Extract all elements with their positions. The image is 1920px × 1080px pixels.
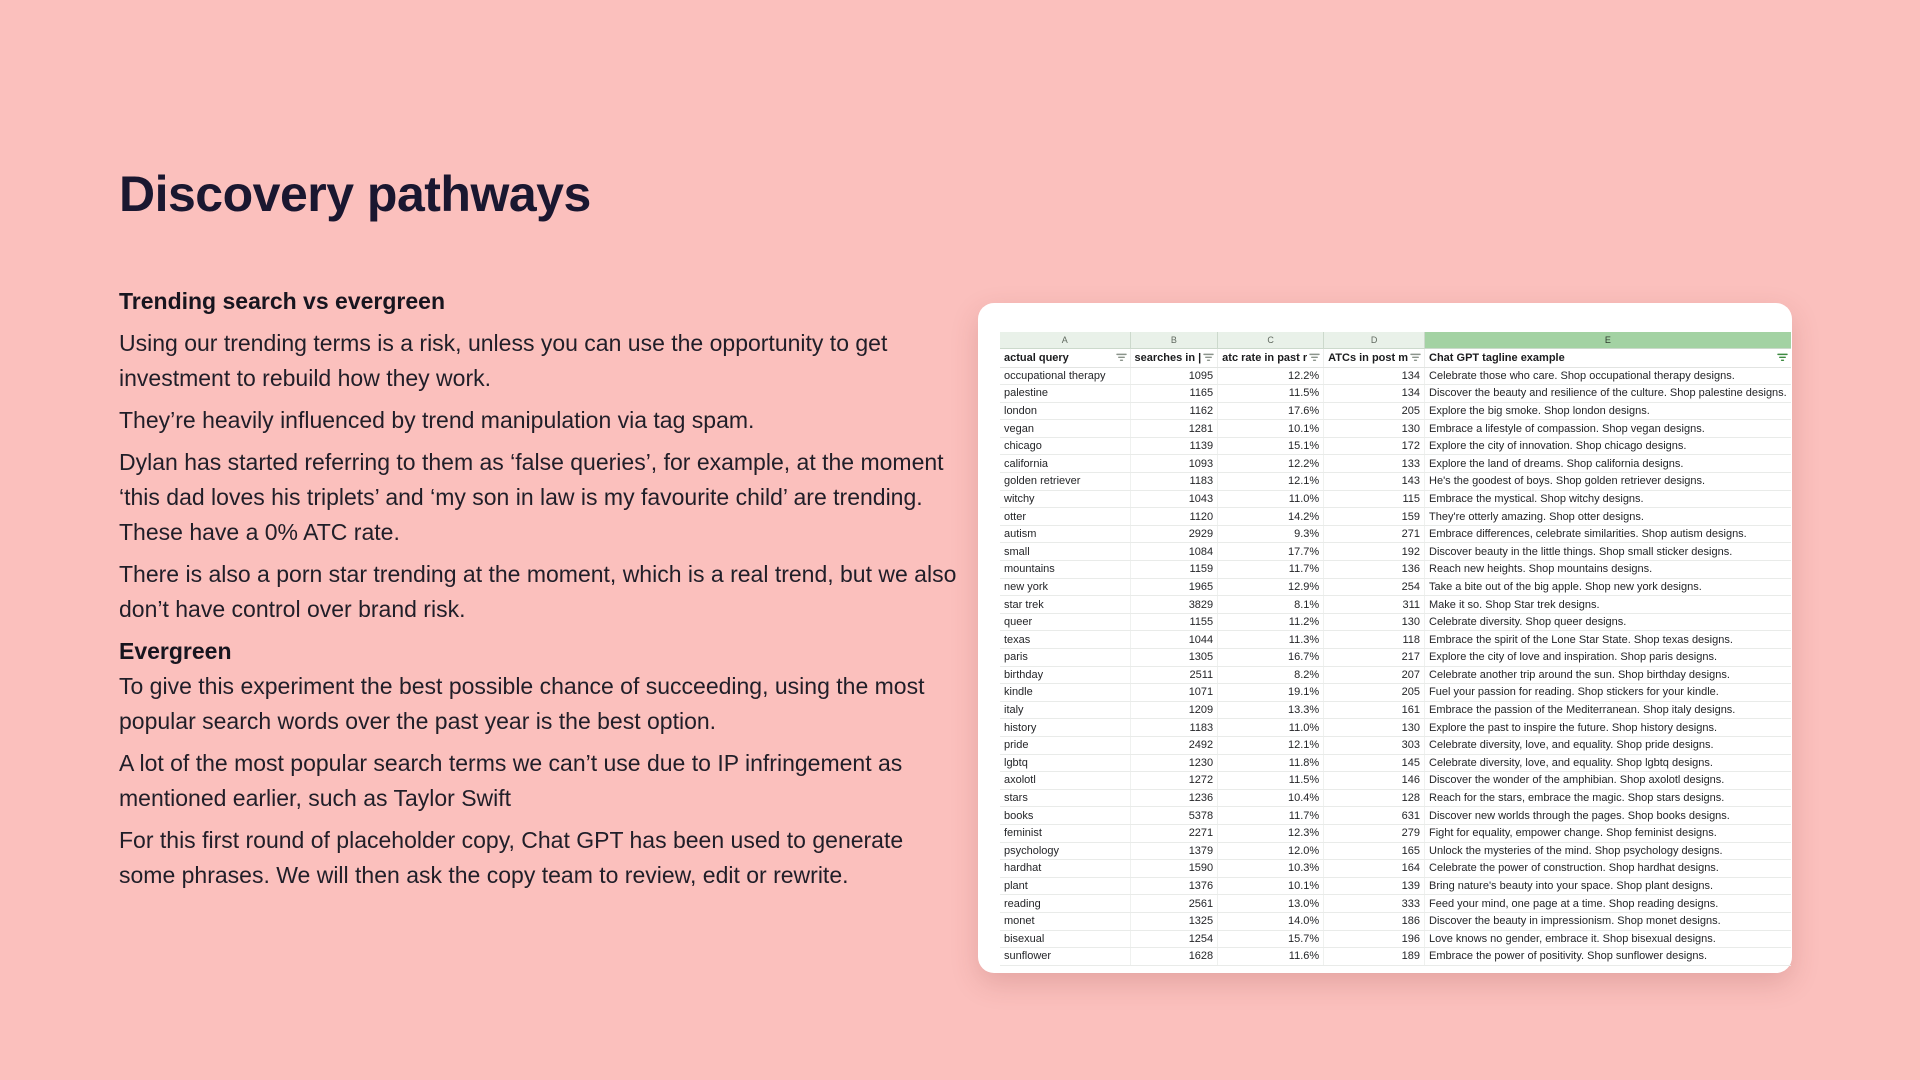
table-cell[interactable]: 136	[1324, 561, 1425, 579]
table-cell[interactable]: paris	[1000, 649, 1130, 667]
table-cell[interactable]: 2511	[1130, 666, 1218, 684]
table-cell[interactable]: Embrace the mystical. Shop witchy designs.	[1425, 490, 1791, 508]
table-cell[interactable]: 631	[1324, 807, 1425, 825]
table-cell[interactable]: 10.1%	[1218, 420, 1324, 438]
table-cell[interactable]: Discover the beauty and resilience of the culture. Shop palestine designs.	[1425, 385, 1791, 403]
table-cell[interactable]: 1209	[1130, 701, 1218, 719]
table-cell[interactable]: 1272	[1130, 772, 1218, 790]
table-cell[interactable]: 1093	[1130, 455, 1218, 473]
table-cell[interactable]: He's the goodest of boys. Shop golden retriever designs.	[1425, 473, 1791, 491]
table-row	[1000, 789, 1791, 807]
table-cell[interactable]: 12.1%	[1218, 736, 1324, 754]
table-row	[1000, 772, 1791, 790]
table-row	[1000, 367, 1791, 385]
column-letter-c[interactable]: C	[1218, 332, 1324, 348]
table-cell[interactable]: pride	[1000, 736, 1130, 754]
table-cell[interactable]: 11.2%	[1218, 613, 1324, 631]
table-cell[interactable]: 11.7%	[1218, 561, 1324, 579]
filter-icon[interactable]	[1116, 353, 1127, 362]
slide-text-column	[119, 166, 959, 900]
table-row	[1000, 437, 1791, 455]
table-cell[interactable]: monet	[1000, 912, 1130, 930]
table-cell[interactable]: 1379	[1130, 842, 1218, 860]
table-cell[interactable]: 12.2%	[1218, 455, 1324, 473]
table-row	[1000, 543, 1791, 561]
table-cell[interactable]: 1165	[1130, 385, 1218, 403]
table-cell[interactable]: plant	[1000, 877, 1130, 895]
table-cell[interactable]: 165	[1324, 842, 1425, 860]
table-cell[interactable]: new york	[1000, 578, 1130, 596]
spreadsheet-card	[978, 303, 1792, 973]
column-header[interactable]	[1218, 348, 1324, 367]
table-cell[interactable]: Celebrate another trip around the sun. Shop birthday designs.	[1425, 666, 1791, 684]
table-cell[interactable]: 11.0%	[1218, 719, 1324, 737]
column-header[interactable]	[1324, 348, 1425, 367]
table-cell[interactable]: psychology	[1000, 842, 1130, 860]
table-cell[interactable]: Embrace the spirit of the Lone Star State. Shop texas designs.	[1425, 631, 1791, 649]
table-row	[1000, 525, 1791, 543]
table-cell[interactable]: 8.2%	[1218, 666, 1324, 684]
table-cell[interactable]: 3829	[1130, 596, 1218, 614]
column-header[interactable]	[1425, 348, 1791, 367]
table-cell[interactable]: 1095	[1130, 367, 1218, 385]
table-cell[interactable]: Take a bite out of the big apple. Shop new york designs.	[1425, 578, 1791, 596]
table-cell[interactable]: Explore the city of innovation. Shop chicago designs.	[1425, 437, 1791, 455]
table-cell[interactable]: golden retriever	[1000, 473, 1130, 491]
table-cell[interactable]: 11.8%	[1218, 754, 1324, 772]
table-row	[1000, 578, 1791, 596]
table-cell[interactable]: 8.1%	[1218, 596, 1324, 614]
table-cell[interactable]: 139	[1324, 877, 1425, 895]
table-cell[interactable]: 164	[1324, 860, 1425, 878]
table-cell[interactable]: 159	[1324, 508, 1425, 526]
table-cell[interactable]: Embrace a lifestyle of compassion. Shop vegan designs.	[1425, 420, 1791, 438]
filter-icon[interactable]	[1410, 353, 1421, 362]
table-row	[1000, 508, 1791, 526]
table-cell[interactable]: 161	[1324, 701, 1425, 719]
table-cell[interactable]: 11.0%	[1218, 490, 1324, 508]
table-cell[interactable]: Explore the big smoke. Shop london designs.	[1425, 402, 1791, 420]
table-cell[interactable]: 11.5%	[1218, 385, 1324, 403]
table-row	[1000, 666, 1791, 684]
table-cell[interactable]: 13.0%	[1218, 895, 1324, 913]
filter-icon[interactable]	[1309, 353, 1320, 362]
table-row	[1000, 684, 1791, 702]
table-row	[1000, 842, 1791, 860]
table-cell[interactable]: palestine	[1000, 385, 1130, 403]
table-cell[interactable]: 1590	[1130, 860, 1218, 878]
table-row	[1000, 754, 1791, 772]
table-cell[interactable]: 1139	[1130, 437, 1218, 455]
table-cell[interactable]: 15.1%	[1218, 437, 1324, 455]
table-row	[1000, 701, 1791, 719]
table-row	[1000, 473, 1791, 491]
page-title: Discovery pathways	[119, 166, 591, 222]
table-cell[interactable]: Explore the past to inspire the future. Shop history designs.	[1425, 719, 1791, 737]
table-cell[interactable]: 146	[1324, 772, 1425, 790]
table-row	[1000, 877, 1791, 895]
body-text-blocks	[119, 284, 959, 893]
table-row	[1000, 631, 1791, 649]
table-cell[interactable]: 19.1%	[1218, 684, 1324, 702]
table-cell[interactable]: 192	[1324, 543, 1425, 561]
table-cell[interactable]: 17.6%	[1218, 402, 1324, 420]
column-header[interactable]	[1000, 348, 1130, 367]
table-cell[interactable]: Feed your mind, one page at a time. Shop reading designs.	[1425, 895, 1791, 913]
table-cell[interactable]: autism	[1000, 525, 1130, 543]
column-header-label: ATCs in post m	[1328, 351, 1409, 364]
table-cell[interactable]: birthday	[1000, 666, 1130, 684]
table-cell[interactable]: Discover beauty in the little things. Shop small sticker designs.	[1425, 543, 1791, 561]
table-cell[interactable]: 1183	[1130, 473, 1218, 491]
table-cell[interactable]: books	[1000, 807, 1130, 825]
table-cell[interactable]: stars	[1000, 789, 1130, 807]
table-cell[interactable]: 10.3%	[1218, 860, 1324, 878]
table-cell[interactable]: Fight for equality, empower change. Shop feminist designs.	[1425, 824, 1791, 842]
table-cell[interactable]: 333	[1324, 895, 1425, 913]
table-row	[1000, 561, 1791, 579]
table-cell[interactable]: 1965	[1130, 578, 1218, 596]
table-cell[interactable]: 1043	[1130, 490, 1218, 508]
table-cell[interactable]: 271	[1324, 525, 1425, 543]
table-cell[interactable]: 1281	[1130, 420, 1218, 438]
table-cell[interactable]: 205	[1324, 402, 1425, 420]
table-cell[interactable]: 145	[1324, 754, 1425, 772]
table-cell[interactable]: 1159	[1130, 561, 1218, 579]
table-cell[interactable]: 279	[1324, 824, 1425, 842]
table-row	[1000, 613, 1791, 631]
column-header-label: actual query	[1004, 351, 1069, 364]
table-cell[interactable]: 134	[1324, 367, 1425, 385]
table-cell[interactable]: italy	[1000, 701, 1130, 719]
table-cell[interactable]: Discover the wonder of the amphibian. Shop axolotl designs.	[1425, 772, 1791, 790]
table-cell[interactable]: sunflower	[1000, 948, 1130, 966]
table-cell[interactable]: 130	[1324, 719, 1425, 737]
table-cell[interactable]: 1254	[1130, 930, 1218, 948]
table-row	[1000, 596, 1791, 614]
body-paragraph: Dylan has started referring to them as ‘false queries’, for example, at the moment ‘this dad loves his triplets’ and ‘my son in law is my favourite child’ are trending. These have a 0% ATC rate.	[119, 449, 944, 545]
column-letter-row	[1000, 332, 1791, 348]
table-cell[interactable]: 1183	[1130, 719, 1218, 737]
table-cell[interactable]: 1044	[1130, 631, 1218, 649]
table-cell[interactable]: 130	[1324, 420, 1425, 438]
table-cell[interactable]: Fuel your passion for reading. Shop stickers for your kindle.	[1425, 684, 1791, 702]
table-cell[interactable]: 2929	[1130, 525, 1218, 543]
table-cell[interactable]: 115	[1324, 490, 1425, 508]
spreadsheet-grid	[1000, 332, 1791, 966]
table-row	[1000, 402, 1791, 420]
table-row	[1000, 385, 1791, 403]
table-cell[interactable]: Bring nature's beauty into your space. Shop plant designs.	[1425, 877, 1791, 895]
filter-icon[interactable]	[1777, 353, 1788, 362]
filter-icon[interactable]	[1203, 353, 1214, 362]
table-cell[interactable]: 11.5%	[1218, 772, 1324, 790]
table-row	[1000, 948, 1791, 966]
table-cell[interactable]: Celebrate diversity, love, and equality. Shop lgbtq designs.	[1425, 754, 1791, 772]
column-header-label: searches in |	[1134, 351, 1202, 364]
table-cell[interactable]: mountains	[1000, 561, 1130, 579]
table-cell[interactable]: 143	[1324, 473, 1425, 491]
table-cell[interactable]: vegan	[1000, 420, 1130, 438]
table-row	[1000, 807, 1791, 825]
table-cell[interactable]: 2271	[1130, 824, 1218, 842]
table-cell[interactable]: otter	[1000, 508, 1130, 526]
table-cell[interactable]: Discover the beauty in impressionism. Shop monet designs.	[1425, 912, 1791, 930]
table-row	[1000, 912, 1791, 930]
table-cell[interactable]: 303	[1324, 736, 1425, 754]
table-cell[interactable]: 205	[1324, 684, 1425, 702]
table-row	[1000, 455, 1791, 473]
column-header[interactable]	[1130, 348, 1218, 367]
table-cell[interactable]: 14.2%	[1218, 508, 1324, 526]
table-cell[interactable]: Celebrate diversity. Shop queer designs.	[1425, 613, 1791, 631]
column-letter-e[interactable]: E	[1425, 332, 1791, 348]
table-row	[1000, 649, 1791, 667]
table-row	[1000, 930, 1791, 948]
table-cell[interactable]: 1628	[1130, 948, 1218, 966]
table-cell[interactable]: 5378	[1130, 807, 1218, 825]
table-row	[1000, 736, 1791, 754]
table-cell[interactable]: Embrace the power of positivity. Shop sunflower designs.	[1425, 948, 1791, 966]
table-cell[interactable]: feminist	[1000, 824, 1130, 842]
table-cell[interactable]: 14.0%	[1218, 912, 1324, 930]
table-cell[interactable]: axolotl	[1000, 772, 1130, 790]
table-row	[1000, 895, 1791, 913]
body-paragraph: A lot of the most popular search terms we can’t use due to IP infringement as mentioned earlier, such as Taylor Swift	[119, 750, 903, 811]
table-row	[1000, 824, 1791, 842]
table-cell[interactable]: 172	[1324, 437, 1425, 455]
table-cell[interactable]: 1236	[1130, 789, 1218, 807]
table-cell[interactable]: Explore the land of dreams. Shop california designs.	[1425, 455, 1791, 473]
table-cell[interactable]: 15.7%	[1218, 930, 1324, 948]
body-paragraph: Using our trending terms is a risk, unless you can use the opportunity to get investment to rebuild how they work.	[119, 330, 888, 391]
table-cell[interactable]: 118	[1324, 631, 1425, 649]
table-cell[interactable]: queer	[1000, 613, 1130, 631]
table-cell[interactable]: Unlock the mysteries of the mind. Shop psychology designs.	[1425, 842, 1791, 860]
body-paragraph: To give this experiment the best possible chance of succeeding, using the most popular search words over the past year is the best option.	[119, 673, 925, 734]
table-cell[interactable]: 13.3%	[1218, 701, 1324, 719]
table-cell[interactable]: 311	[1324, 596, 1425, 614]
table-cell[interactable]: star trek	[1000, 596, 1130, 614]
table-cell[interactable]: chicago	[1000, 437, 1130, 455]
table-cell[interactable]: 2561	[1130, 895, 1218, 913]
table-cell[interactable]: 1376	[1130, 877, 1218, 895]
table-cell[interactable]: Love knows no gender, embrace it. Shop bisexual designs.	[1425, 930, 1791, 948]
table-cell[interactable]: 1120	[1130, 508, 1218, 526]
table-cell[interactable]: hardhat	[1000, 860, 1130, 878]
column-letter-a[interactable]: A	[1000, 332, 1130, 348]
table-cell[interactable]: Reach for the stars, embrace the magic. Shop stars designs.	[1425, 789, 1791, 807]
table-cell[interactable]: 254	[1324, 578, 1425, 596]
table-cell[interactable]: 207	[1324, 666, 1425, 684]
table-cell[interactable]: 17.7%	[1218, 543, 1324, 561]
table-cell[interactable]: 1155	[1130, 613, 1218, 631]
table-cell[interactable]: Embrace differences, celebrate similarities. Shop autism designs.	[1425, 525, 1791, 543]
table-cell[interactable]: 11.3%	[1218, 631, 1324, 649]
table-cell[interactable]: 12.0%	[1218, 842, 1324, 860]
table-cell[interactable]: 9.3%	[1218, 525, 1324, 543]
table-cell[interactable]: 133	[1324, 455, 1425, 473]
table-row	[1000, 719, 1791, 737]
header-row	[1000, 348, 1791, 367]
table-cell[interactable]: 196	[1324, 930, 1425, 948]
table-cell[interactable]: Reach new heights. Shop mountains designs.	[1425, 561, 1791, 579]
table-cell[interactable]: 134	[1324, 385, 1425, 403]
spreadsheet-table	[1000, 332, 1791, 966]
table-cell[interactable]: Celebrate those who care. Shop occupational therapy designs.	[1425, 367, 1791, 385]
table-cell[interactable]: reading	[1000, 895, 1130, 913]
body-paragraph: They’re heavily influenced by trend manipulation via tag spam.	[119, 407, 755, 433]
column-header-label: Chat GPT tagline example	[1429, 351, 1565, 364]
table-row	[1000, 490, 1791, 508]
table-cell[interactable]: 12.9%	[1218, 578, 1324, 596]
table-cell[interactable]: 12.2%	[1218, 367, 1324, 385]
table-cell[interactable]: 1084	[1130, 543, 1218, 561]
table-cell[interactable]: 128	[1324, 789, 1425, 807]
table-cell[interactable]: small	[1000, 543, 1130, 561]
column-letter-d[interactable]: D	[1324, 332, 1425, 348]
table-cell[interactable]: Make it so. Shop Star trek designs.	[1425, 596, 1791, 614]
table-cell[interactable]: Celebrate the power of construction. Shop hardhat designs.	[1425, 860, 1791, 878]
table-cell[interactable]: 1162	[1130, 402, 1218, 420]
table-cell[interactable]: 130	[1324, 613, 1425, 631]
table-cell[interactable]: 186	[1324, 912, 1425, 930]
table-cell[interactable]: history	[1000, 719, 1130, 737]
table-cell[interactable]: 2492	[1130, 736, 1218, 754]
table-cell[interactable]: 217	[1324, 649, 1425, 667]
table-cell[interactable]: 1071	[1130, 684, 1218, 702]
section-heading: Evergreen	[119, 638, 232, 664]
table-cell[interactable]: 1305	[1130, 649, 1218, 667]
table-cell[interactable]: occupational therapy	[1000, 367, 1130, 385]
table-cell[interactable]: 10.1%	[1218, 877, 1324, 895]
table-cell[interactable]: Celebrate diversity, love, and equality. Shop pride designs.	[1425, 736, 1791, 754]
table-cell[interactable]: lgbtq	[1000, 754, 1130, 772]
table-cell[interactable]: 189	[1324, 948, 1425, 966]
table-row	[1000, 420, 1791, 438]
table-cell[interactable]: 12.3%	[1218, 824, 1324, 842]
table-cell[interactable]: 1325	[1130, 912, 1218, 930]
table-cell[interactable]: witchy	[1000, 490, 1130, 508]
column-header-label: atc rate in past r	[1222, 351, 1308, 364]
table-cell[interactable]: They're otterly amazing. Shop otter designs.	[1425, 508, 1791, 526]
table-cell[interactable]: 16.7%	[1218, 649, 1324, 667]
table-cell[interactable]: california	[1000, 455, 1130, 473]
column-letter-b[interactable]: B	[1130, 332, 1218, 348]
body-paragraph: There is also a porn star trending at the moment, which is a real trend, but we also don’t have control over brand risk.	[119, 561, 957, 622]
table-cell[interactable]: Explore the city of love and inspiration. Shop paris designs.	[1425, 649, 1791, 667]
table-cell[interactable]: texas	[1000, 631, 1130, 649]
table-cell[interactable]: 11.6%	[1218, 948, 1324, 966]
table-cell[interactable]: london	[1000, 402, 1130, 420]
section-heading: Trending search vs evergreen	[119, 288, 445, 314]
table-cell[interactable]: bisexual	[1000, 930, 1130, 948]
table-cell[interactable]: Embrace the passion of the Mediterranean. Shop italy designs.	[1425, 701, 1791, 719]
table-cell[interactable]: 10.4%	[1218, 789, 1324, 807]
table-cell[interactable]: 1230	[1130, 754, 1218, 772]
body-paragraph: For this first round of placeholder copy, Chat GPT has been used to generate some phrases. We will then ask the copy team to review, edit or rewrite.	[119, 827, 904, 888]
table-cell[interactable]: 12.1%	[1218, 473, 1324, 491]
table-cell[interactable]: 11.7%	[1218, 807, 1324, 825]
table-row	[1000, 860, 1791, 878]
table-cell[interactable]: Discover new worlds through the pages. Shop books designs.	[1425, 807, 1791, 825]
table-cell[interactable]: kindle	[1000, 684, 1130, 702]
